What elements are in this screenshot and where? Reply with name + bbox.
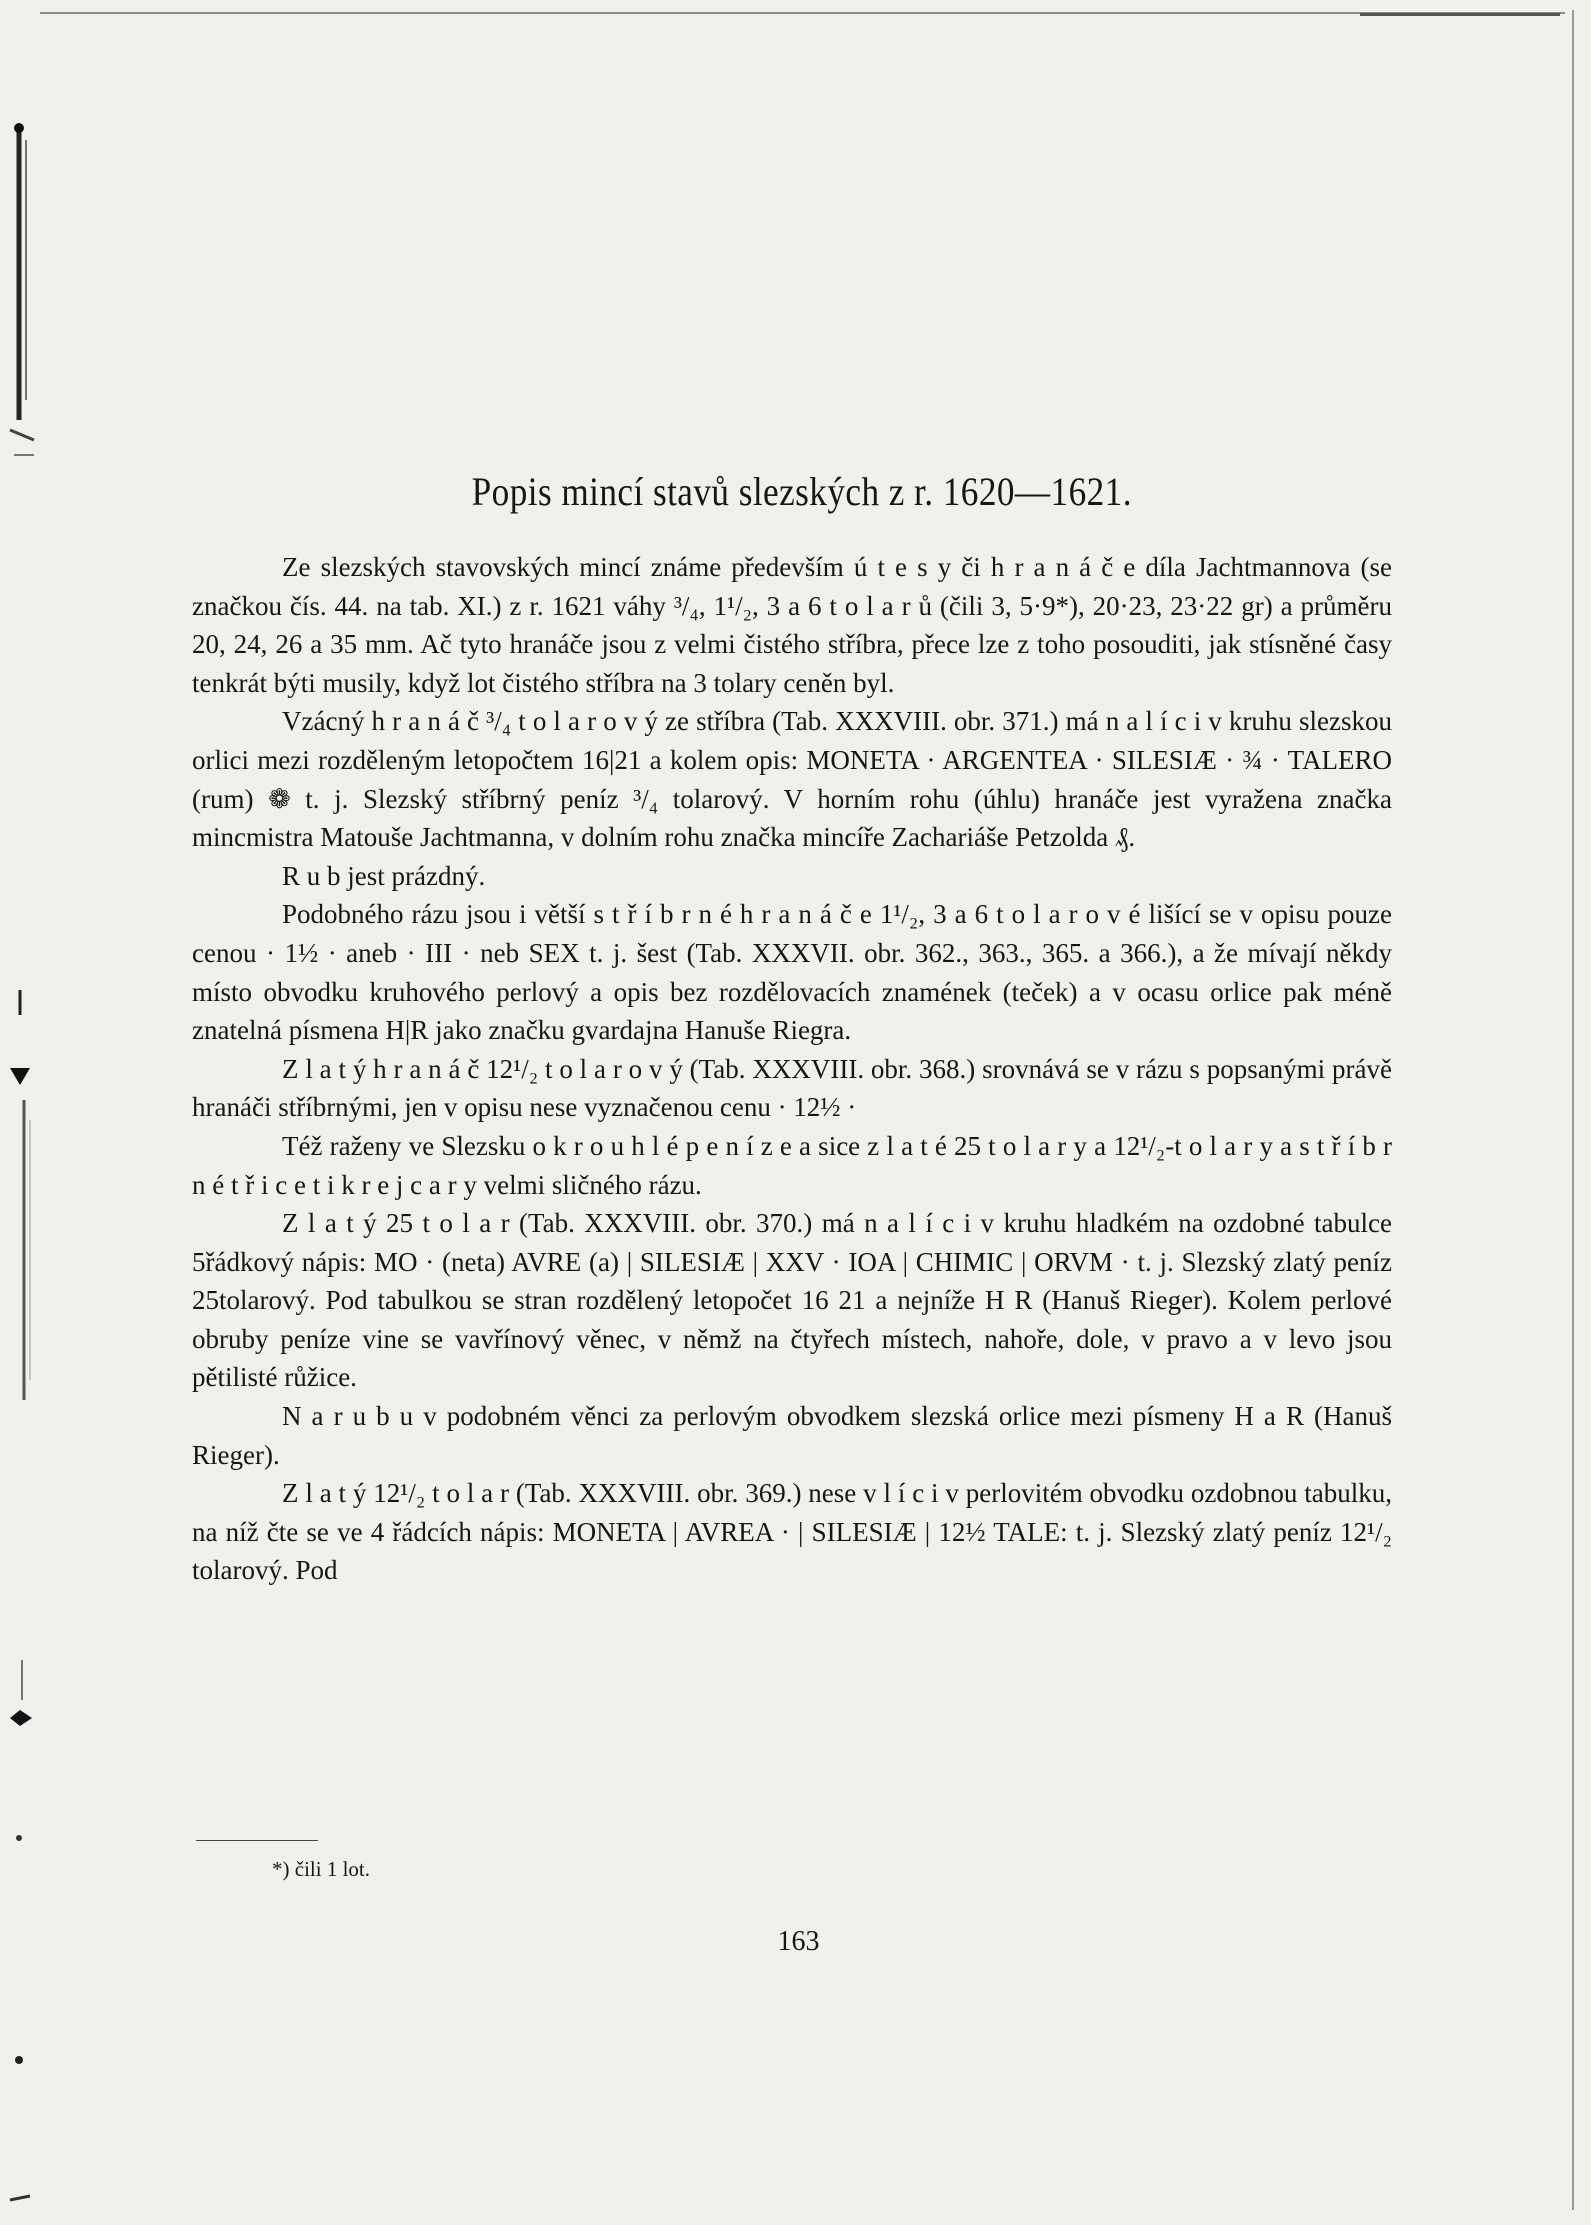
top-edge-rule	[40, 12, 1565, 14]
paragraph: Též raženy ve Slezsku o k r o u h l é p e n í z e a sice z l a t é 25 t o l a r y a 12¹/₂-t o l a r y a s t ř í b r n é t ř i c e t i k r e j c a r y velmi sličného rázu.	[192, 1130, 1392, 1200]
paragraph: Z l a t ý h r a n á č 12¹/₂ t o l a r o v ý (Tab. XXXVIII. obr. 368.) srovnává se v rázu s popsanými právě hranáči stříbrnými, jen v opisu nese vyznačenou cenu · 12½ ·	[192, 1053, 1392, 1123]
paragraph: R u b jest prázdný.	[282, 860, 486, 891]
paragraph: Ze slezských stavovských mincí známe především ú t e s y či h r a n á č e díla Jachtmannova (se značkou čís. 44. na tab. XI.) z r. 1621 váhy ³/₄, 1¹/₂, 3 a 6 t o l a r ů (čili 3, 5·9*), 20·23, 23·22 gr) a průměru 20, 24, 26 a 35 mm. Ač tyto hranáče jsou z velmi čistého stříbra, přece lze z toho posouditi, jak stísněné časy tenkrát býti musily, když lot čistého stříbra na 3 tolary ceněn byl.	[192, 552, 1392, 698]
top-edge-rule-dark	[1360, 13, 1560, 16]
footnote: *) čili 1 lot.	[272, 1857, 370, 1881]
paragraph: Z l a t ý 25 t o l a r (Tab. XXXVIII. obr. 370.) má n a l í c i v kruhu hladkém na ozdobné tabulce 5řádkový nápis: MO · (neta) AVRE (a) | SILESIÆ | XXV · IOA | CHIMIC | ORVM · t. j. Slezský zlatý peníz 25tolarový. Pod tabulkou se stran rozdělený letopočet 16 21 a nejníže H R (Hanuš Rieger). Kolem perlové obruby peníze vine se vavřínový věnec, v němž na čtyřech místech, nahoře, dole, v pravo a v levo jsou pětilisté růžice.	[192, 1208, 1392, 1393]
binding-margin-marks	[0, 0, 40, 2225]
right-page-edge	[1572, 10, 1574, 2210]
paragraph: Vzácný h r a n á č ³/₄ t o l a r o v ý ze stříbra (Tab. XXXVIII. obr. 371.) má n a l í c i v kruhu slezskou orlici mezi rozděleným letopočtem 16|21 a kolem opis: MONETA · ARGENTEA · SILESIÆ · ¾ · TALERO (rum) ❁ t. j. Slezský stříbrný peníz ³/₄ tolarový. V horním rohu (úhlu) hranáče jest vyražena značka mincmistra Matouše Jachtmanna, v dolním rohu značka mincíře Zachariáše Petzolda ₰.	[192, 706, 1392, 853]
page-number: 163	[777, 1926, 820, 1957]
page-title: Popis mincí stavů slezských z r. 1620—1621.	[471, 469, 1132, 514]
paragraph: Z l a t ý 12¹/₂ t o l a r (Tab. XXXVIII. obr. 369.) nese v l í c i v perlovitém obvodku ozdobnou tabulku, na níž čte se ve 4 řádcích nápis: MONETA | AVREA · | SILESIÆ | 12½ TALE: t. j. Slezský zlatý peníz 12¹/₂ tolarový. Pod	[192, 1478, 1392, 1586]
body-text	[192, 548, 1392, 1590]
paragraph: N a r u b u v podobném věnci za perlovým obvodkem slezská orlice mezi písmeny H a R (Hanuš Rieger).	[192, 1401, 1392, 1470]
footnote-rule	[196, 1840, 318, 1841]
paragraph: Podobného rázu jsou i větší s t ř í b r n é h r a n á č e 1¹/₂, 3 a 6 t o l a r o v é lišící se v opisu pouze cenou · 1½ · aneb · III · neb SEX t. j. šest (Tab. XXXVII. obr. 362., 363., 365. a 366.), a že mívají někdy místo obvodku kruhového perlový a opis bez rozdělovacích znamének (teček) a v ocasu orlice pak méně znatelná písmena H|R jako značku gvardajna Hanuše Riegra.	[192, 899, 1392, 1046]
